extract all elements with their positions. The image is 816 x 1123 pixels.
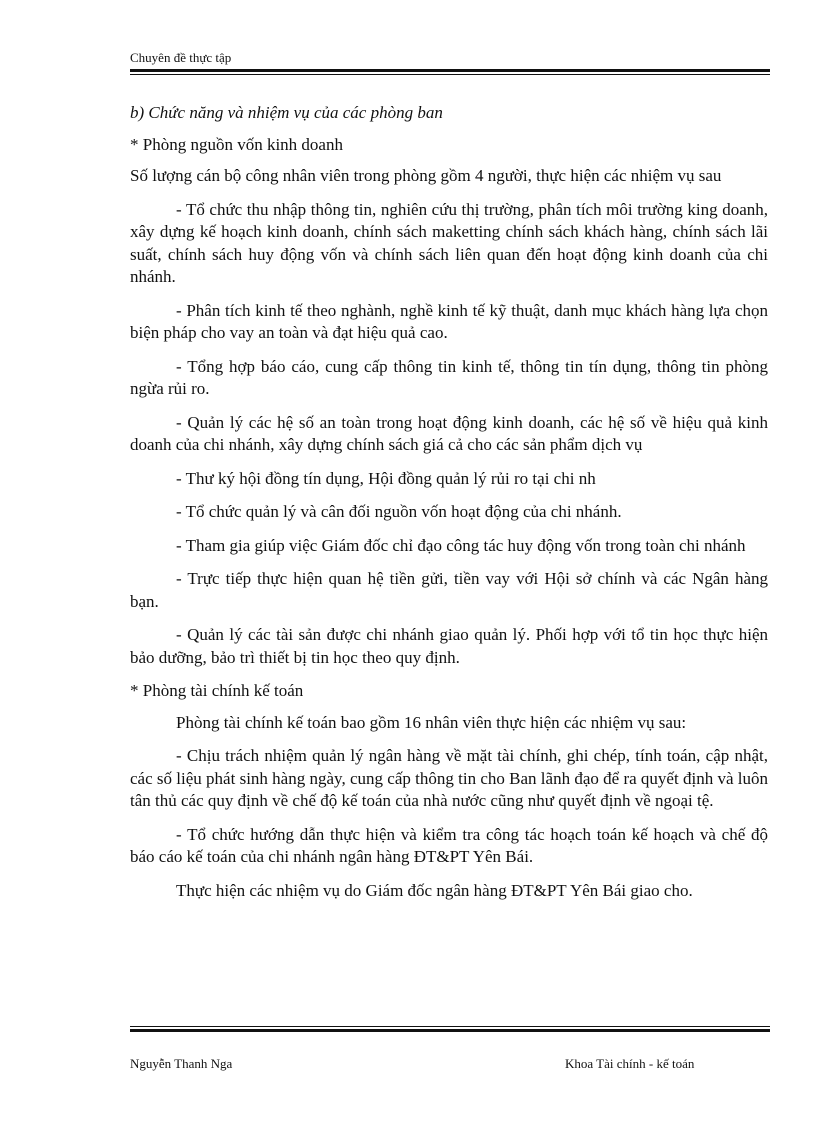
paragraph: - Trực tiếp thực hiện quan hệ tiền gửi, tiền vay với Hội sở chính và các Ngân hàng bạn. xyxy=(130,569,768,611)
document-body xyxy=(130,102,768,913)
paragraph: - Tham gia giúp việc Giám đốc chỉ đạo công tác huy động vốn trong toàn chi nhánh xyxy=(176,535,746,555)
footer-department: Khoa Tài chính - kế toán xyxy=(565,1056,695,1071)
footer-rule xyxy=(130,1026,770,1032)
subsection-heading-nguon-von: * Phòng nguồn vốn kinh doanh xyxy=(130,134,343,154)
footer-author: Nguyễn Thanh Nga xyxy=(130,1056,233,1071)
paragraph: - Quản lý các tài sản được chi nhánh giao quản lý. Phối hợp với tổ tin học thực hiện bảo dưỡng, bảo trì thiết bị tin học theo quy định. xyxy=(130,625,768,667)
paragraph: - Quản lý các hệ số an toàn trong hoạt động kinh doanh, các hệ số về hiệu quả kinh doanh của chi nhánh, xây dựng chính sách giá cả cho các sản phẩm dịch vụ xyxy=(130,412,768,454)
paragraph: Thực hiện các nhiệm vụ do Giám đốc ngân hàng ĐT&PT Yên Bái giao cho. xyxy=(176,880,693,900)
subsection-heading-tai-chinh: * Phòng tài chính kế toán xyxy=(130,681,304,700)
paragraph: - Chịu trách nhiệm quản lý ngân hàng về mặt tài chính, ghi chép, tính toán, cập nhật, các số liệu phát sinh hàng ngày, cung cấp thông tin cho Ban lãnh đạo để ra quyết định và luôn tân thủ các quy định về chế độ kế toán của nhà nước cũng như quyết định về ngoại tệ. xyxy=(130,746,768,810)
paragraph: - Tổng hợp báo cáo, cung cấp thông tin kinh tế, thông tin tín dụng, thông tin phòng ngừa rủi ro. xyxy=(130,356,768,398)
paragraph: Phòng tài chính kế toán bao gồm 16 nhân viên thực hiện các nhiệm vụ sau: xyxy=(176,712,687,732)
page-header-title: Chuyên đề thực tập xyxy=(130,50,232,65)
paragraph: Số lượng cán bộ công nhân viên trong phòng gồm 4 người, thực hiện các nhiệm vụ sau xyxy=(130,166,722,185)
paragraph: - Phân tích kinh tế theo nghành, nghề kinh tế kỹ thuật, danh mục khách hàng lựa chọn biện pháp cho vay an toàn và đạt hiệu quả cao. xyxy=(130,300,768,342)
paragraph: - Thư ký hội đồng tín dụng, Hội đồng quản lý rủi ro tại chi nh xyxy=(176,468,596,488)
paragraph: - Tổ chức thu nhập thông tin, nghiên cứu thị trường, phân tích môi trường king doanh, xây dựng kế hoạch kinh doanh, chính sách maketting chính sách khách hàng, chính sách lãi suất, chính sách huy động vốn và chính sách liên quan đến hoạt động kinh doanh của chi nhánh. xyxy=(130,199,768,286)
section-heading: b) Chức năng và nhiệm vụ của các phòng ban xyxy=(130,103,443,122)
paragraph: - Tổ chức hướng dẫn thực hiện và kiểm tra công tác hoạch toán kế hoạch và chế độ báo cáo kế toán của chi nhánh ngân hàng ĐT&PT Yên Bái. xyxy=(130,824,768,866)
header-rule xyxy=(130,69,770,75)
paragraph: - Tổ chức quản lý và cân đối nguồn vốn hoạt động của chi nhánh. xyxy=(176,502,622,521)
